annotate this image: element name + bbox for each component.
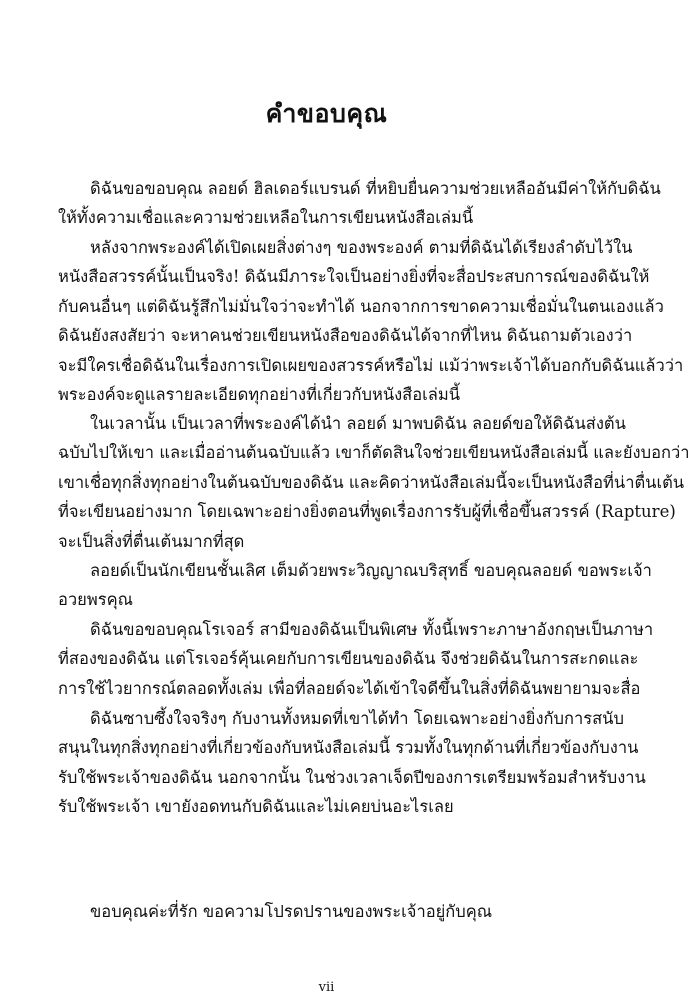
page-number: vii [318,980,335,995]
text-line: ดิฉันขอขอบคุณโรเจอร์ สามีของดิฉันเป็นพิเศษ ทั้งนี้เพราะภาษาอังกฤษเป็นภาษา [90,620,654,639]
text-line: หลังจากพระองค์ได้เปิดเผยสิ่งต่างๆ ของพระองค์ ตามที่ดิฉันได้เรียงลำดับไว้ใน [90,238,633,257]
text-line: กับคนอื่นๆ แต่ดิฉันรู้สึกไม่มั่นใจว่าจะทำได้ นอกจากการขาดความเชื่อมั่นในตนเองแล้ว [58,296,664,316]
text-line: ดิฉันขอขอบคุณ ลอยด์ ฮิลเดอร์แบรนด์ ที่หยิบยื่นความช่วยเหลืออันมีค่าให้กับดิฉัน [90,179,661,198]
page-title: คำขอบคุณ [265,99,388,128]
text-line: หนังสือสวรรค์นั้นเป็นจริง! ดิฉันมีภาระใจเป็นอย่างยิ่งที่จะสื่อประสบการณ์ของดิฉันให้ [58,267,650,287]
text-line: สนุนในทุกสิ่งทุกอย่างที่เกี่ยวข้องกับหนังสือเล่มนี้ รวมทั้งในทุกด้านที่เกี่ยวข้องกับงาน [58,738,639,758]
text-line: รับใช้พระเจ้า เขายังอดทนกับดิฉันและไม่เคยบ่นอะไรเลย [58,797,454,817]
text-line: ลอยด์เป็นนักเขียนชั้นเลิศ เต็มด้วยพระวิญญาณบริสุทธิ์ ขอบคุณลอยด์ ขอพระเจ้า [90,561,652,580]
text-line: การใช้ไวยากรณ์ตลอดทั้งเล่ม เพื่อที่ลอยด์จะได้เข้าใจดีขึ้นในสิ่งที่ดิฉันพยายามจะสื่อ [58,678,641,698]
text-line: อวยพรคุณ [58,590,133,610]
paragraph-1 [58,174,661,233]
text-line: จะเป็นสิ่งที่ตื่นเต้นมากที่สุด [58,531,245,551]
text-line: เขาเชื่อทุกสิ่งทุกอย่างในต้นฉบับของดิฉัน และคิดว่าหนังสือเล่มนี้จะเป็นหนังสือที่น่าตื่นเต้น [58,472,685,492]
paragraph-6 [58,704,646,822]
text-line: ที่สองของดิฉัน แต่โรเจอร์คุ้นเคยกับการเขียนของดิฉัน จึงช่วยดิฉันในการสะกดและ [58,649,639,669]
text-line: ในเวลานั้น เป็นเวลาที่พระองค์ได้นำ ลอยด์ มาพบดิฉัน ลอยด์ขอให้ดิฉันส่งต้น [90,414,626,433]
text-line: ให้ทั้งความเชื่อและความช่วยเหลือในการเขียนหนังสือเล่มนี้ [58,208,474,228]
text-line: รับใช้พระเจ้าของดิฉัน นอกจากนั้น ในช่วงเวลาเจ็ดปีของการเตรียมพร้อมสำหรับงาน [58,767,646,787]
text-line: ฉบับไปให้เขา และเมื่ออ่านต้นฉบับแล้ว เขาก็ตัดสินใจช่วยเขียนหนังสือเล่มนี้ และยังบอกว่า [58,443,690,463]
paragraph-4 [58,556,652,615]
paragraph-2 [58,233,684,409]
text-line: ดิฉันซาบซึ้งใจจริงๆ กับงานทั้งหมดที่เขาได้ทำ โดยเฉพาะอย่างยิ่งกับการสนับ [90,709,624,728]
text-line: จะมีใครเชื่อดิฉันในเรื่องการเปิดเผยของสวรรค์หรือไม่ แม้ว่าพระเจ้าได้บอกกับดิฉันแล้วว่า [58,355,684,375]
paragraph-5 [58,615,654,703]
paragraph-3 [58,409,690,556]
text-line: ดิฉันยังสงสัยว่า จะหาคนช่วยเขียนหนังสือของดิฉันได้จากที่ไหน ดิฉันถามตัวเองว่า [58,326,633,346]
closing-line: ขอบคุณค่ะที่รัก ขอความโปรดปรานของพระเจ้าอยู่กับคุณ [90,902,493,921]
text-line: ที่จะเขียนอย่างมาก โดยเฉพาะอย่างยิ่งตอนที่พูดเรื่องการรับผู้ที่เชื่อขึ้นสวรรค์ (Rapture) [58,502,676,522]
text-line: พระองค์จะดูแลรายละเอียดทุกอย่างที่เกี่ยวกับหนังสือเล่มนี้ [58,384,461,404]
closing-paragraph [58,897,613,926]
